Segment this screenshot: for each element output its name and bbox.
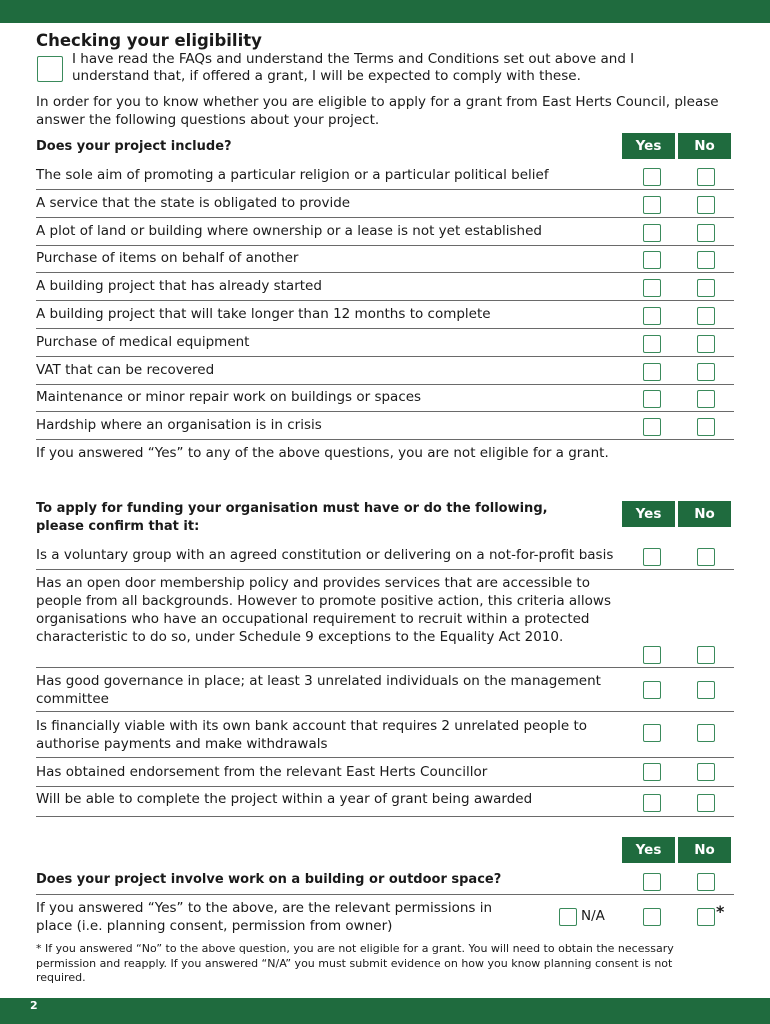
section1-row-text: VAT that can be recovered <box>36 361 215 378</box>
section2-yes-checkbox[interactable] <box>643 794 661 812</box>
section2-row-text: Will be able to complete the project within a year of grant being awarded <box>36 791 533 807</box>
section2-row <box>36 713 734 758</box>
section1-yes-checkbox[interactable] <box>643 307 661 325</box>
section3-q-yes-checkbox[interactable] <box>643 873 661 891</box>
section1-row-text: A plot of land or building where ownership or a lease is not yet established <box>36 222 542 239</box>
section1-yes-checkbox[interactable] <box>643 279 661 297</box>
section3-followup-yes-checkbox[interactable] <box>643 908 661 926</box>
section2-yes-checkbox[interactable] <box>643 548 661 566</box>
section3-yes-header: Yes <box>622 837 675 863</box>
section1-row-text: A service that the state is obligated to provide <box>36 194 351 211</box>
section1-row <box>36 301 734 329</box>
section1-yes-checkbox[interactable] <box>643 390 661 408</box>
section1-no-checkbox[interactable] <box>697 251 715 269</box>
section2-row <box>36 540 734 570</box>
section2-row <box>36 669 734 712</box>
section2-yes-header: Yes <box>622 501 675 527</box>
section2-row-text: Is a voluntary group with an agreed constitution or delivering on a not-for-profit basis <box>36 547 614 563</box>
section3-followup-no-checkbox[interactable] <box>697 908 715 926</box>
section1-row <box>36 218 734 246</box>
section1-yes-header: Yes <box>622 133 675 159</box>
section1-yes-checkbox[interactable] <box>643 335 661 353</box>
section1-no-checkbox[interactable] <box>697 196 715 214</box>
section1-row <box>36 329 734 357</box>
section2-row-text: Has an open door membership policy and provides services that are accessible to people from all backgrounds. However to promote positive action, this criteria allows organisations who have an occupational requirement to recruit within a protected characteristic to do so, under Schedule 9 exceptions to the Equality Act 2010. <box>36 575 612 645</box>
section1-row-text: Maintenance or minor repair work on buildings or spaces <box>36 389 422 406</box>
section2-no-checkbox[interactable] <box>697 646 715 664</box>
section1-no-checkbox[interactable] <box>697 363 715 381</box>
section2-no-checkbox[interactable] <box>697 794 715 812</box>
section1-no-checkbox[interactable] <box>697 168 715 186</box>
section1-no-checkbox[interactable] <box>697 279 715 297</box>
section1-no-checkbox[interactable] <box>697 390 715 408</box>
asterisk-marker: * <box>716 902 725 921</box>
section1-yes-checkbox[interactable] <box>643 251 661 269</box>
section3-followup-row <box>36 896 734 936</box>
intro-text: In order for you to know whether you are eligible to apply for a grant from East Herts Council, please answer the following questions about your project. <box>36 94 719 128</box>
section1-row <box>36 412 734 440</box>
section1-yes-checkbox[interactable] <box>643 418 661 436</box>
section1-yes-checkbox[interactable] <box>643 168 661 186</box>
section1-row-text: A building project that has already started <box>36 278 322 295</box>
section1-no-checkbox[interactable] <box>697 418 715 436</box>
section2-row <box>36 788 734 817</box>
section1-question: Does your project include? <box>36 139 232 154</box>
section2-yes-checkbox[interactable] <box>643 724 661 742</box>
section3-q-no-checkbox[interactable] <box>697 873 715 891</box>
bottom-banner <box>0 998 770 1024</box>
section1-row-text: Hardship where an organisation is in crisis <box>36 417 322 434</box>
section1-row <box>36 245 734 273</box>
footnote: * If you answered “No” to the above question, you are not eligible for a grant. You will need to obtain the necessary permission and reapply. If you answered “N/A” you must submit evidence on how you know planning consent is not required. <box>36 942 674 984</box>
section1-note: If you answered “Yes” to any of the above questions, you are not eligible for a grant. <box>36 445 609 461</box>
section2-no-checkbox[interactable] <box>697 548 715 566</box>
section2-no-checkbox[interactable] <box>697 681 715 699</box>
section1-row-text: Purchase of items on behalf of another <box>36 250 299 267</box>
section2-no-header: No <box>678 501 731 527</box>
section1-row-text: The sole aim of promoting a particular religion or a particular political belief <box>36 167 549 183</box>
section1-row <box>36 384 734 412</box>
section3-na-label: N/A <box>581 908 605 924</box>
section1-yes-checkbox[interactable] <box>643 363 661 381</box>
section1-row <box>36 357 734 385</box>
section3-question-row <box>36 866 734 895</box>
section3-na-checkbox[interactable] <box>559 908 577 926</box>
section3-followup: If you answered “Yes” to the above, are the relevant permissions in place (i.e. planning consent, permission from owner) <box>36 900 493 934</box>
section3-question: Does your project involve work on a building or outdoor space? <box>36 872 502 887</box>
section3-no-header: No <box>678 837 731 863</box>
section2-yes-checkbox[interactable] <box>643 763 661 781</box>
section2-row <box>36 759 734 787</box>
section1-row-text: A building project that will take longer than 12 months to complete <box>36 306 491 322</box>
section2-row-text: Has good governance in place; at least 3 unrelated individuals on the management committee <box>36 673 601 707</box>
section1-row <box>36 273 734 301</box>
section1-row-text: Purchase of medical equipment <box>36 333 250 350</box>
section1-row <box>36 190 734 218</box>
section1-row <box>36 162 734 190</box>
section2-row-text: Has obtained endorsement from the relevant East Herts Councillor <box>36 764 488 780</box>
section2-yes-checkbox[interactable] <box>643 646 661 664</box>
top-banner <box>0 0 770 23</box>
section1-no-checkbox[interactable] <box>697 224 715 242</box>
section2-question: To apply for funding your organisation must have or do the following, please confirm that it: <box>36 501 548 534</box>
section1-no-checkbox[interactable] <box>697 335 715 353</box>
section1-no-checkbox[interactable] <box>697 307 715 325</box>
agreement-checkbox[interactable] <box>37 56 63 82</box>
section2-row <box>36 572 734 668</box>
section1-no-header: No <box>678 133 731 159</box>
section1-yes-checkbox[interactable] <box>643 224 661 242</box>
section2-row-text: Is financially viable with its own bank account that requires 2 unrelated people to authorise payments and make withdrawals <box>36 718 588 752</box>
section1-yes-checkbox[interactable] <box>643 196 661 214</box>
page-number: 2 <box>30 999 38 1012</box>
section2-no-checkbox[interactable] <box>697 724 715 742</box>
section2-yes-checkbox[interactable] <box>643 681 661 699</box>
agreement-text: I have read the FAQs and understand the Terms and Conditions set out above and I understand that, if offered a grant, I will be expected to comply with these. <box>72 51 635 84</box>
section2-no-checkbox[interactable] <box>697 763 715 781</box>
page-title: Checking your eligibility <box>36 31 262 50</box>
